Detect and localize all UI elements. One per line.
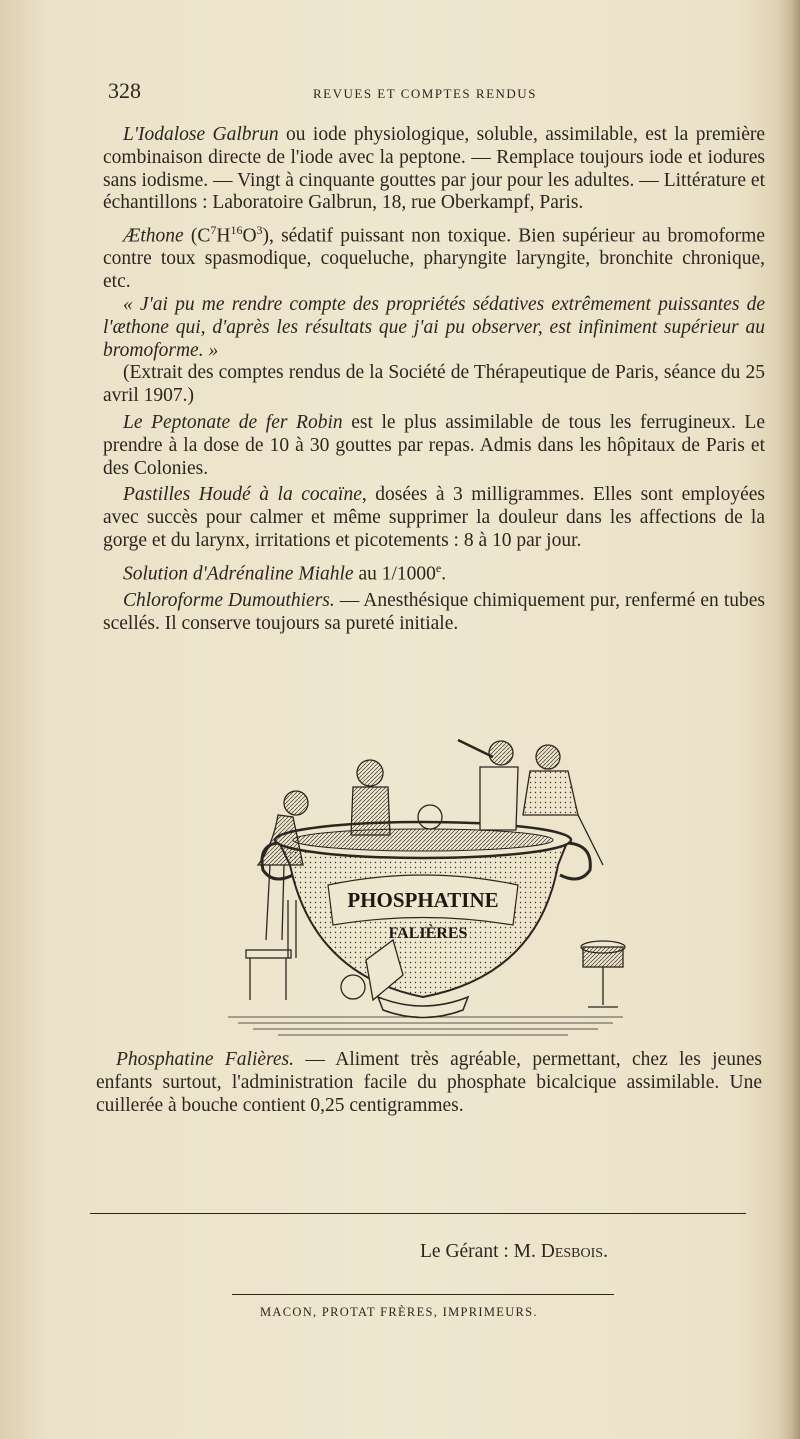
product-title: Chloroforme Dumouthiers.: [123, 590, 335, 612]
quote-text: « J'ai pu me rendre compte des propriétés sédatives extrêmement puissantes de l'æthone qui, d'après les résultats que j'ai pu observer, est infiniment supérieur au bromoforme. »: [103, 294, 765, 361]
paragraph-extrait: (Extrait des comptes rendus de la Société de Thérapeutique de Paris, séance du 25 avril 1907.): [103, 362, 765, 407]
page-edge-shadow: [778, 0, 800, 1439]
formula-subscript: 3: [256, 223, 263, 238]
caption-paragraph: [96, 1049, 762, 1117]
bowl-label-phosphatine: PHOSPHATINE: [347, 888, 499, 912]
paragraph-chloroforme: [103, 590, 765, 636]
paragraph-aethone: [103, 219, 765, 294]
formula-part: O: [242, 225, 257, 247]
paragraph-text: ), sédatif puissant non toxique. Bien supérieur au bromoforme contre toux spasmodique, coqueluche, pharyngite laryngite, bronchite chronique, etc.: [103, 225, 766, 293]
caption-title: Phosphatine Falières.: [116, 1049, 295, 1070]
superscript: e: [435, 560, 442, 575]
phosphatine-illustration: [218, 735, 633, 1040]
paragraph-text: est le plus assimilable de tous les ferrugineux. Le prendre à la dose de 10 à 30 gouttes par repas. Admis dans les hôpitaux de Paris et des Colonies.: [103, 412, 765, 479]
paragraph-pastilles: [103, 484, 765, 552]
paragraph-quote: [103, 294, 765, 362]
paragraph-solution: [103, 557, 765, 586]
formula-part: (C: [183, 225, 211, 247]
illustration-caption: [96, 1049, 762, 1117]
gerant-line: [420, 1241, 608, 1263]
caption-text: — Aliment très agréable, permettant, chez les jeunes enfants surtout, l'administration facile du phosphate bicalcique assimilable. Une cuillerée à bouche contient 0,25 centigrammes.: [96, 1049, 762, 1116]
floor-hatching: [228, 1017, 623, 1035]
bowl-drawing: [262, 822, 590, 1018]
page-number: 328: [108, 78, 141, 103]
divider-rule-short: [232, 1294, 614, 1295]
paragraph-iodalose: [103, 124, 765, 215]
gerant-name: Desbois: [540, 1241, 604, 1262]
product-title: Pastilles Houdé à la cocaïne: [123, 484, 362, 506]
page-header: [108, 78, 768, 108]
running-head: REVUES ET COMPTES RENDUS: [313, 86, 537, 101]
product-title: Æthone: [123, 225, 184, 247]
paragraph-text: , dosées à 3 milligrammes. Elles sont employées avec succès pour calmer et même supprimer la douleur dans les affections de la gorge et du larynx, irritations et picotements : 8 à 10 par jour.: [103, 484, 765, 552]
product-title: L'Iodalose Galbrun: [123, 124, 279, 145]
gerant-label: Le Gérant : M.: [420, 1241, 541, 1262]
printer-imprint: MACON, PROTAT FRÈRES, IMPRIMEURS.: [260, 1305, 538, 1319]
formula-subscript: 7: [210, 223, 217, 238]
bowl-label-falieres: FALIÈRES: [388, 925, 468, 942]
article-body: [103, 124, 765, 636]
formula-subscript: 16: [230, 223, 243, 238]
product-title: Le Peptonate de fer Robin: [123, 412, 343, 434]
formula-part: H: [216, 225, 231, 247]
gerant-end: .: [603, 1241, 608, 1262]
product-title: Solution d'Adrénaline Miahle: [123, 563, 354, 585]
paragraph-peptonate: [103, 412, 765, 480]
paragraph-text: au 1/1000: [353, 563, 436, 585]
divider-rule: [90, 1213, 746, 1214]
paragraph-text: — Anesthésique chimiquement pur, renfermé en tubes scellés. Il conserve toujours sa pureté initiale.: [103, 590, 765, 634]
paragraph-text: ou iode physiologique, soluble, assimilable, est la première combinaison directe de l'iode avec la peptone. — Remplace toujours iode et iodures sans iodisme. — Vingt à cinquante gouttes par jour pour les adultes. — Littérature et échantillons : Laboratoire Galbrun, 18, rue Oberkampf, Paris.: [103, 124, 766, 214]
paragraph-end: .: [441, 563, 447, 585]
